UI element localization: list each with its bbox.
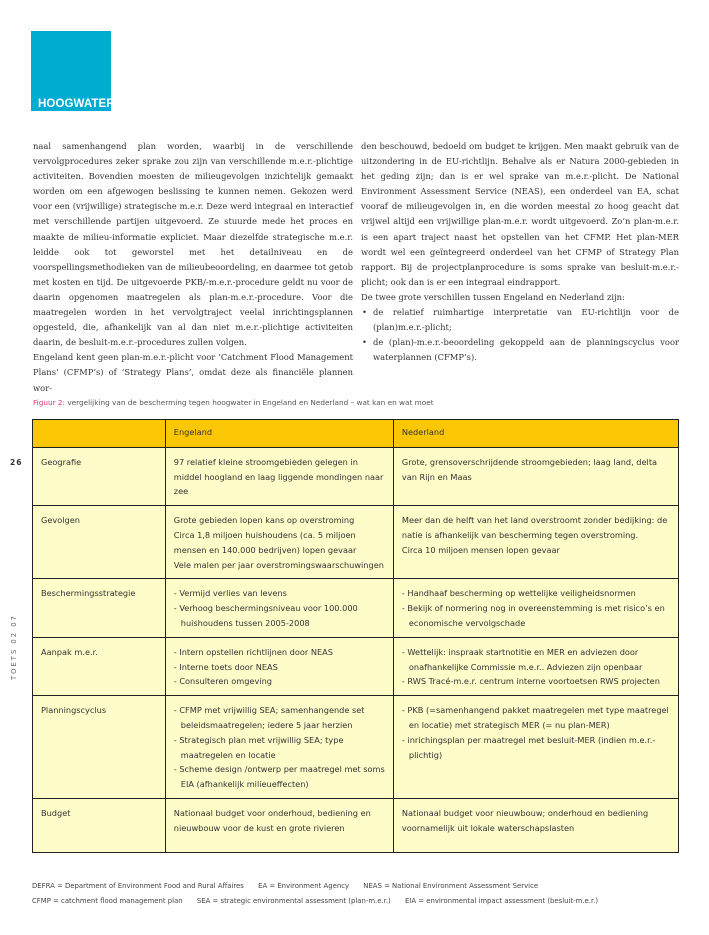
footnotes [32,879,610,909]
footnote-eia: EIA = environmental impact assessment (besluit-m.e.r.) [404,897,599,905]
cell-nederland [393,696,678,799]
table-row [33,696,679,799]
paragraph: den beschouwd, bedoeld om budget te krijgen. Men maakt gebruik van de uitzondering in de EU-richtlijn. Behalve als er Natura 2000-gebieden in het geding zijn; dan is er wel sprake van m.e.r.-plicht. De National Environment Assessment Service (NEAS), een onderdeel van EA, schat vooraf de milieugevolgen in, en die worden meestal zo hoog geacht dat vrijwel altijd een vrijwillige plan-m.e.r. wordt uitgevoerd. Zo’n plan-m.e.r. is een apart traject naast het opstellen van het CFMP. Het plan-MER wordt wel een geïntegreerd onderdeel van het CFMP of Strategy Plan rapport. Bij de projectplanprocedure is soms sprake van besluit-m.e.r.-plicht; ook dan is er een integraal eindrapport. [361,141,679,287]
table-row [33,447,679,505]
column-header-engeland: Engeland [165,420,393,448]
footnote-sea: SEA = strategic environmental assessment (plan-m.e.r.) [196,897,391,905]
row-label: Budget [33,798,166,852]
table-row [33,798,679,852]
cell-line: Nationaal budget voor nieuwbouw; onderhoud en bediening voornamelijk uit lokale waterschapslasten [401,807,649,833]
footnote-line [32,879,610,894]
page-number: 26 [10,458,23,467]
column-header-nederland: Nederland [393,420,678,448]
cell-line: Vele malen per jaar overstromingswaarschuwingen [173,559,384,570]
table-header-row [33,420,679,448]
cell-line: - RWS Tracé-m.e.r. centrum interne voortoetsen RWS projecten [401,676,660,687]
row-label: Beschermingsstrategie [33,579,166,637]
paragraph: naal samenhangend plan worden, waarbij in de verschillende vervolgprocedures zeker sprake zou zijn van verschillende m.e.r.-plichtige activiteiten. Bovendien moesten de milieugevolgen inzichtelijk gemaakt worden om een afgewogen beslissing te kunnen nemen. Gekozen werd voor een (vrijwillige) strategische m.e.r. Deze werd integraal en interactief met verschillende partijen uitgevoerd. Ze stuurde mede het proces en maakte de milieu-informatie expliciet. Maar diezelfde strategische m.e.r. leidde ook tot geworstel met het detailniveau en de voorspellingsmethodieken van de milieubeoordeling, en daarmee tot getob met kosten en tijd. De uitgevoerde PKB/-m.e.r.-procedure geldt nu voor de daarin opgenomen maatregelen als plan-m.e.r.-procedure. Voor die maatregelen worden in het vervolgtraject veelal inrichtingsplannen opgesteld, die, afhankelijk van al dan niet m.e.r.-plichtige activiteiten daarin, de besluit-m.e.r.-procedures zullen volgen. [33,141,353,348]
cell-line: Circa 1,8 miljoen huishoudens (ca. 5 miljoen mensen en 140.000 bedrijven) lopen gevaar [173,529,357,555]
footnote-line [32,894,610,909]
body-column-right [361,139,679,365]
cell-line: - PKB (=samenhangend pakket maatregelen met type maatregel en locatie) met strategisch MER (= nu plan-MER) [401,705,669,730]
cell-line: - Bekijk of normering nog in overeenstemming is met risico’s en economische vervolgschade [401,603,665,628]
cell-engeland [165,696,393,799]
figure-caption [33,398,434,407]
cell-engeland [165,447,393,505]
cell-engeland [165,798,393,852]
body-column-left [33,139,353,396]
bullet-item: • de relatief ruimhartige interpretatie van EU-richtlijn voor de (plan)m.e.r.-plicht; [362,307,679,333]
row-label: Planningscyclus [33,696,166,799]
section-logo-block [31,31,115,111]
bullet-item: • de (plan)-m.e.r.-beoordeling gekoppeld aan de planningscyclus voor waterplannen (CFMP’s). [362,337,679,363]
cell-nederland [393,637,678,695]
column-header [33,420,166,448]
cell-line: - Strategisch plan met vrijwillig SEA; type maatregelen en locatie [173,734,344,760]
cell-line: Grote, grensoverschrijdende stroomgebieden; laag land, delta van Rijn en Maas [401,456,658,482]
cell-line: - inrichingsplan per maatregel met besluit-MER (indien m.e.r.-plichtig) [401,734,656,760]
section-label: HOOGWATER [38,98,115,110]
footnote-defra: DEFRA = Department of Environment Food and Rural Affaires [32,882,244,890]
cell-nederland [393,798,678,852]
cell-line: - CFMP met vrijwillig SEA; samenhangende set beleidsmaatregelen; iedere 5 jaar herzien [173,705,365,730]
table-row [33,579,679,637]
cell-engeland [165,637,393,695]
bullet-icon: • [362,337,367,348]
cell-line: - Interne toets door NEAS [173,661,278,672]
cell-line: Grote gebieden lopen kans op overstroming [173,515,355,526]
row-label: Aanpak m.e.r. [33,637,166,695]
footnote-ea: EA = Environment Agency [258,882,350,890]
footnote-neas: NEAS = National Environment Assessment Service [363,882,539,890]
figure-caption-text: vergelijking van de bescherming tegen hoogwater in Engeland en Nederland – wat kan en wat moet [65,398,434,407]
bullet-list [361,305,679,365]
footnote-cfmp: CFMP = catchment flood management plan [32,897,183,905]
cell-line: - Consulteren omgeving [173,676,272,687]
cell-line: Meer dan de helft van het land overstroomt zonder bedijking: de natie is afhankelijk van bescherming tegen overstroming. [401,515,668,540]
bullet-icon: • [362,307,367,318]
cell-line: - Vermijd verlies van levens [173,588,287,599]
cell-line: 97 relatief kleine stroomgebieden gelegen in middel hoogland en laag liggende mondingen naar zee [173,456,384,497]
cell-nederland [393,579,678,637]
cell-line: - Intern opstellen richtlijnen door NEAS [173,646,333,657]
paragraph: De twee grote verschillen tussen Engeland en Nederland zijn: [361,291,625,302]
row-label: Geografie [33,447,166,505]
cell-line: Circa 10 miljoen mensen lopen gevaar [401,544,560,555]
cell-engeland [165,579,393,637]
cell-line: - Scheme design /ontwerp per maatregel met soms EIA (afhankelijk milieueffecten) [173,764,385,790]
cell-nederland [393,506,678,579]
table-row [33,506,679,579]
cell-line: Nationaal budget voor onderhoud, bediening en nieuwbouw voor de kust en grote rivieren [173,807,371,833]
table-row [33,637,679,695]
paragraph: Engeland kent geen plan-m.e.r.-plicht voor ‘Catchment Flood Management Plans’ (CFMP’s) of ‘Strategy Plans’, omdat deze als financiële plannen wor- [33,352,353,393]
journal-label: TOETS 02 07 [10,614,18,680]
cell-nederland [393,447,678,505]
row-label: Gevolgen [33,506,166,579]
cell-line: - Handhaaf bescherming op wettelijke veiligheidsnormen [401,588,636,599]
cell-engeland [165,506,393,579]
cell-line: - Verhoog beschermingsniveau voor 100.000 huishoudens tussen 2005-2008 [173,603,358,628]
cell-line: - Wettelijk: inspraak startnotitie en MER en adviezen door onafhankelijke Commissie m.e.r.. Adviezen zijn openbaar [401,646,643,672]
comparison-table [32,419,679,853]
figure-label: Figuur 2: [33,398,65,407]
